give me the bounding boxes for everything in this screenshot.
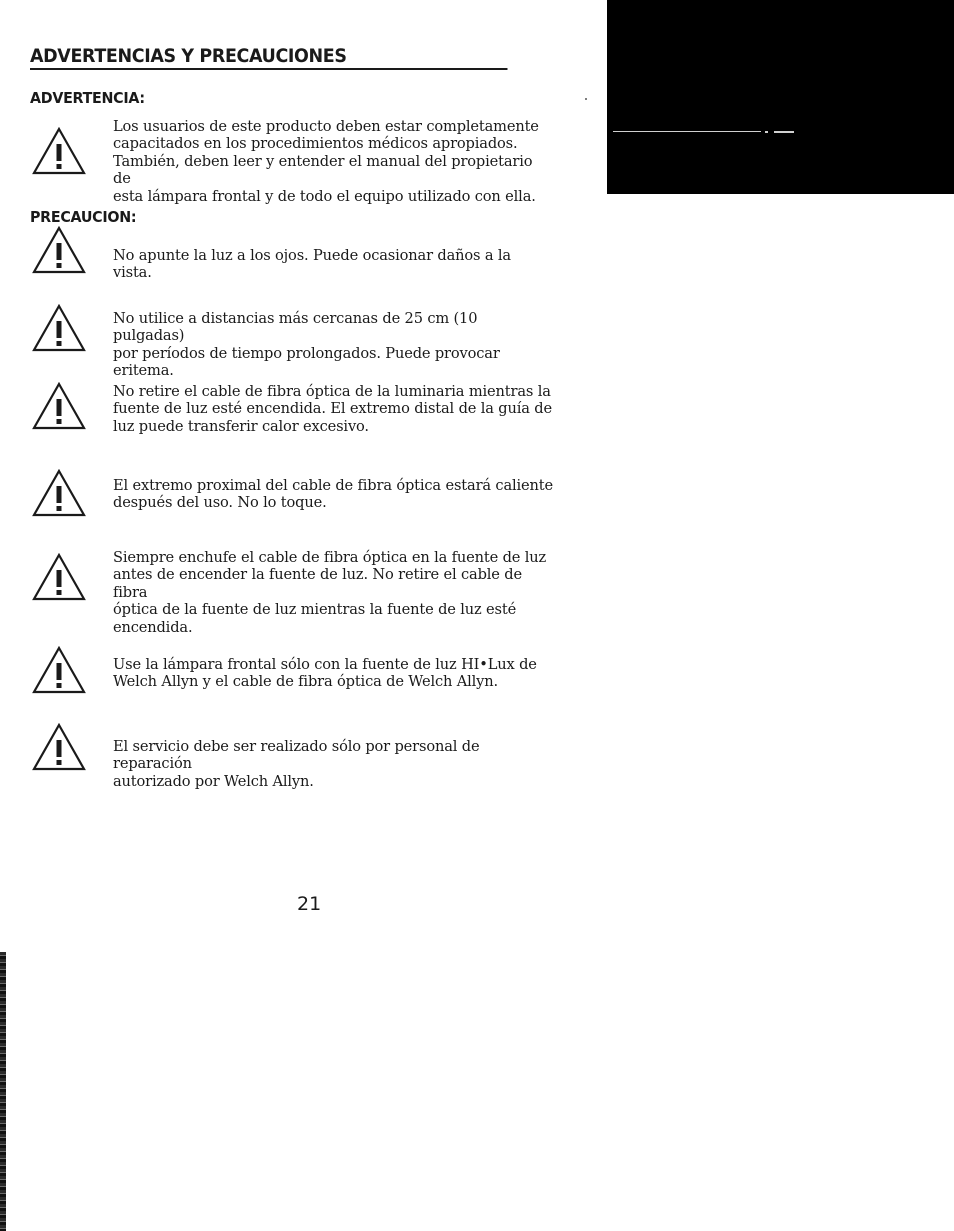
page-title: ADVERTENCIAS Y PRECAUCIONES [30,44,507,70]
page-number: 21 [297,893,322,915]
advertencia-text: Los usuarios de este producto deben estar completamente capacitados en los procedimientos médicos apropiados. También, deben leer y entender el manual del propietario de esta lámpara frontal y de todo el equipo utilizado con ella. [113,118,539,205]
warning-triangle-icon [32,469,86,517]
precaucion-heading: PRECAUCION: [30,208,137,226]
warning-triangle-icon [32,226,86,274]
precaucion-item-3: No retire el cable de fibra óptica de la luminaria mientras la fuente de luz esté encendida. El extremo distal de la guía de luz puede transferir calor excesivo. [113,383,552,435]
block-rule [613,131,761,132]
block-rule [765,131,768,133]
warning-triangle-icon [32,646,86,694]
scan-edge-strip [0,952,6,1231]
precaucion-item-4: El extremo proximal del cable de fibra óptica estará caliente después del uso. No lo toque. [113,477,553,512]
black-header-block [607,0,954,194]
precaucion-item-7: El servicio debe ser realizado sólo por personal de reparación autorizado por Welch Allyn. [113,738,480,790]
scan-speck [585,98,587,100]
warning-triangle-icon [32,553,86,601]
block-rule [774,131,794,133]
warning-triangle-icon [32,304,86,352]
warning-triangle-icon [32,127,86,175]
precaucion-item-1: No apunte la luz a los ojos. Puede ocasionar daños a la vista. [113,247,511,282]
advertencia-heading: ADVERTENCIA: [30,89,145,107]
warning-triangle-icon [32,382,86,430]
warning-triangle-icon [32,723,86,771]
precaucion-item-2: No utilice a distancias más cercanas de 25 cm (10 pulgadas) por períodos de tiempo prolongados. Puede provocar eritema. [113,310,500,380]
precaucion-item-5: Siempre enchufe el cable de fibra óptica en la fuente de luz antes de encender la fuente de luz. No retire el cable de fibra óptica de la fuente de luz mientras la fuente de luz esté encendida. [113,549,547,636]
precaucion-item-6: Use la lámpara frontal sólo con la fuente de luz HI•Lux de Welch Allyn y el cable de fibra óptica de Welch Allyn. [113,656,537,691]
